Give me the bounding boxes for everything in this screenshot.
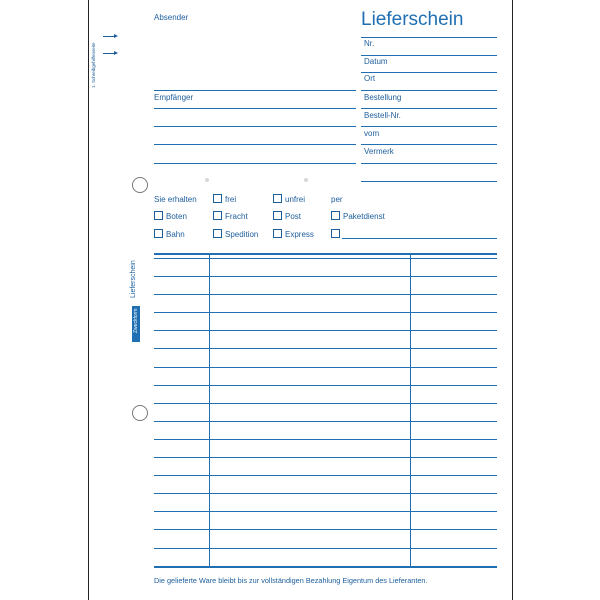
checkbox-other[interactable] <box>331 229 340 238</box>
table-bottom-border <box>154 566 497 568</box>
items-table <box>154 253 497 568</box>
empfaenger-line-3 <box>154 144 356 145</box>
option-label-paketdienst: Paketdienst <box>343 212 385 221</box>
field-vermerk-line <box>361 144 497 145</box>
table-top-border <box>154 253 497 255</box>
absender-label: Absender <box>154 13 189 22</box>
checkbox-fracht[interactable] <box>213 211 222 220</box>
other-carrier-line <box>342 238 497 239</box>
option-label-fracht: Fracht <box>225 212 248 221</box>
field-nr-line <box>361 37 497 38</box>
field-extra-line-1 <box>361 163 497 164</box>
option-label-express: Express <box>285 230 314 239</box>
table-header-line <box>154 258 497 259</box>
table-row-line <box>154 475 497 476</box>
checkbox-spedition[interactable] <box>213 229 222 238</box>
punch-hole-top <box>132 177 148 193</box>
table-row-line <box>154 294 497 295</box>
checkbox-paketdienst[interactable] <box>331 211 340 220</box>
empfaenger-line-1 <box>154 108 356 109</box>
checkbox-boten[interactable] <box>154 211 163 220</box>
table-column-divider-1 <box>209 253 210 566</box>
table-row-line <box>154 312 497 313</box>
table-row-line <box>154 330 497 331</box>
checkbox-post[interactable] <box>273 211 282 220</box>
empfaenger-line-4 <box>154 163 356 164</box>
empfaenger-top-line <box>154 90 356 91</box>
checkbox-bahn[interactable] <box>154 229 163 238</box>
option-label-post: Post <box>285 212 302 221</box>
field-label-vom: vom <box>364 129 380 138</box>
table-row-line <box>154 548 497 549</box>
option-label-frei: frei <box>225 195 237 204</box>
option-label-boten: Boten <box>166 212 187 221</box>
brand-logo-mark <box>132 334 140 342</box>
checkbox-frei[interactable] <box>213 194 222 203</box>
fold-mark-bottom <box>103 53 115 54</box>
field-label-bestellung: Bestellung <box>364 93 402 102</box>
table-row-line <box>154 385 497 386</box>
table-row-line <box>154 367 497 368</box>
per-label: per <box>331 195 343 204</box>
option-label-spedition: Spedition <box>225 230 259 239</box>
field-label-bestellnr: Bestell-Nr. <box>364 111 401 120</box>
field-extra-line-2 <box>361 181 497 182</box>
table-row-line <box>154 276 497 277</box>
table-row-line <box>154 421 497 422</box>
form-title: Lieferschein <box>361 9 464 30</box>
table-column-divider-2 <box>410 253 411 566</box>
fold-mark-top <box>103 36 115 37</box>
field-label-vermerk: Vermerk <box>364 147 394 156</box>
field-bestellung-line <box>361 90 497 91</box>
table-row-line <box>154 403 497 404</box>
field-ort-line <box>361 72 497 73</box>
footer-note: Die gelieferte Ware bleibt bis zur vollständigen Bezahlung Eigentum des Lieferanten. <box>154 576 428 585</box>
field-datum-line <box>361 55 497 56</box>
table-row-line <box>154 439 497 440</box>
sie-erhalten-label: Sie erhalten <box>154 195 197 204</box>
margin-note: 1. Schreibgehilfenseite <box>91 42 96 88</box>
field-vom-line <box>361 126 497 127</box>
table-row-line <box>154 457 497 458</box>
field-bestellnr-line <box>361 108 497 109</box>
field-label-nr: Nr. <box>364 39 375 48</box>
address-window-mark-left <box>205 178 209 182</box>
field-label-ort: Ort <box>364 74 376 83</box>
spine-title: Lieferschein <box>130 260 137 298</box>
table-row-line <box>154 493 497 494</box>
empfaenger-line-2 <box>154 126 356 127</box>
punch-hole-bottom <box>132 405 148 421</box>
address-window-mark-right <box>304 178 308 182</box>
option-label-unfrei: unfrei <box>285 195 306 204</box>
table-row-line <box>154 348 497 349</box>
delivery-note-sheet <box>88 0 513 600</box>
option-label-bahn: Bahn <box>166 230 185 239</box>
empfaenger-label: Empfänger <box>154 93 194 102</box>
table-row-line <box>154 511 497 512</box>
checkbox-express[interactable] <box>273 229 282 238</box>
field-label-datum: Datum <box>364 57 388 66</box>
checkbox-unfrei[interactable] <box>273 194 282 203</box>
table-row-line <box>154 529 497 530</box>
brand-name: Zweckform <box>133 308 139 333</box>
